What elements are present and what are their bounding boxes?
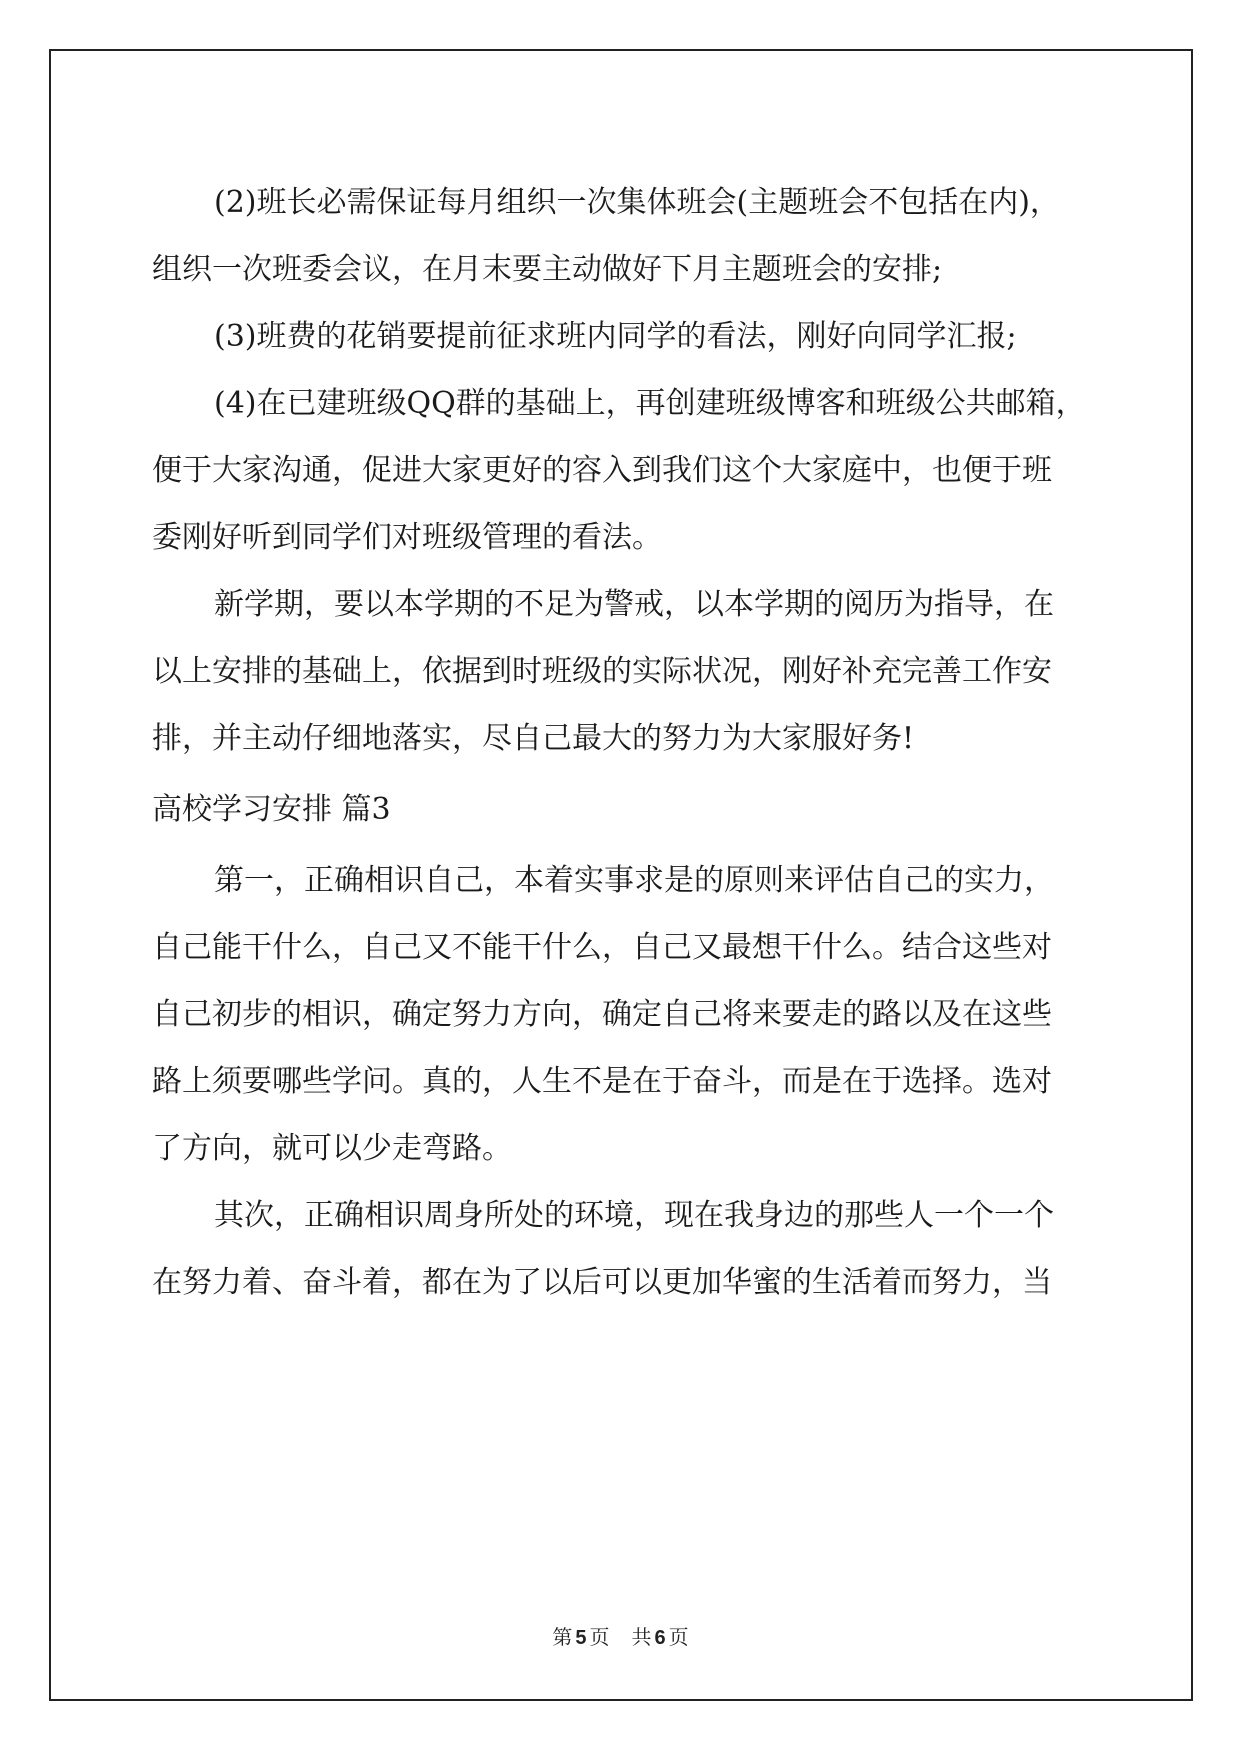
- page-label-suffix: 页: [589, 1625, 610, 1649]
- paragraph-line: (3)班费的花销要提前征求班内同学的看法，刚好向同学汇报;: [214, 319, 1017, 354]
- paragraph-line: 其次，正确相识周身所处的环境，现在我身边的那些人一个一个: [214, 1198, 1054, 1233]
- paragraph-line: 组织一次班委会议，在月末要主动做好下月主题班会的安排;: [152, 252, 943, 287]
- document-body: [152, 169, 1090, 1316]
- page-footer: [0, 1621, 1241, 1650]
- paragraph-line: 以上安排的基础上，依据到时班级的实际状况，刚好补充完善工作安: [152, 654, 1052, 689]
- section-heading: 高校学习安排 篇3: [152, 792, 391, 827]
- paragraph-line: 第一，正确相识自己，本着实事求是的原则来评估自己的实力，: [214, 863, 1054, 898]
- total-label-prefix: 共: [631, 1625, 652, 1649]
- paragraph-line: (4)在已建班级QQ群的基础上，再创建班级博客和班级公共邮箱，: [214, 386, 1086, 421]
- page-label-prefix: 第: [552, 1625, 573, 1649]
- total-label-suffix: 页: [668, 1625, 689, 1649]
- paragraph-line: 新学期，要以本学期的不足为警戒，以本学期的阅历为指导，在: [214, 587, 1054, 622]
- paragraph-line: 排，并主动仔细地落实，尽自己最大的努力为大家服好务!: [152, 721, 915, 756]
- total-page-number: 6: [654, 1627, 666, 1649]
- paragraph-line: 自己初步的相识，确定努力方向，确定自己将来要走的路以及在这些: [152, 997, 1052, 1032]
- paragraph-line: 委刚好听到同学们对班级管理的看法。: [152, 520, 662, 555]
- paragraph-line: (2)班长必需保证每月组织一次集体班会(主题班会不包括在内)，: [214, 185, 1060, 220]
- paragraph-line: 路上须要哪些学问。真的，人生不是在于奋斗，而是在于选择。选对: [152, 1064, 1052, 1099]
- paragraph-line: 了方向，就可以少走弯路。: [152, 1131, 512, 1166]
- paragraph-line: 便于大家沟通，促进大家更好的容入到我们这个大家庭中，也便于班: [152, 453, 1052, 488]
- paragraph-line: 在努力着、奋斗着，都在为了以后可以更加华蜜的生活着而努力，当: [152, 1265, 1052, 1300]
- paragraph-line: 自己能干什么，自己又不能干什么，自己又最想干什么。结合这些对: [152, 930, 1052, 965]
- current-page-number: 5: [575, 1627, 587, 1649]
